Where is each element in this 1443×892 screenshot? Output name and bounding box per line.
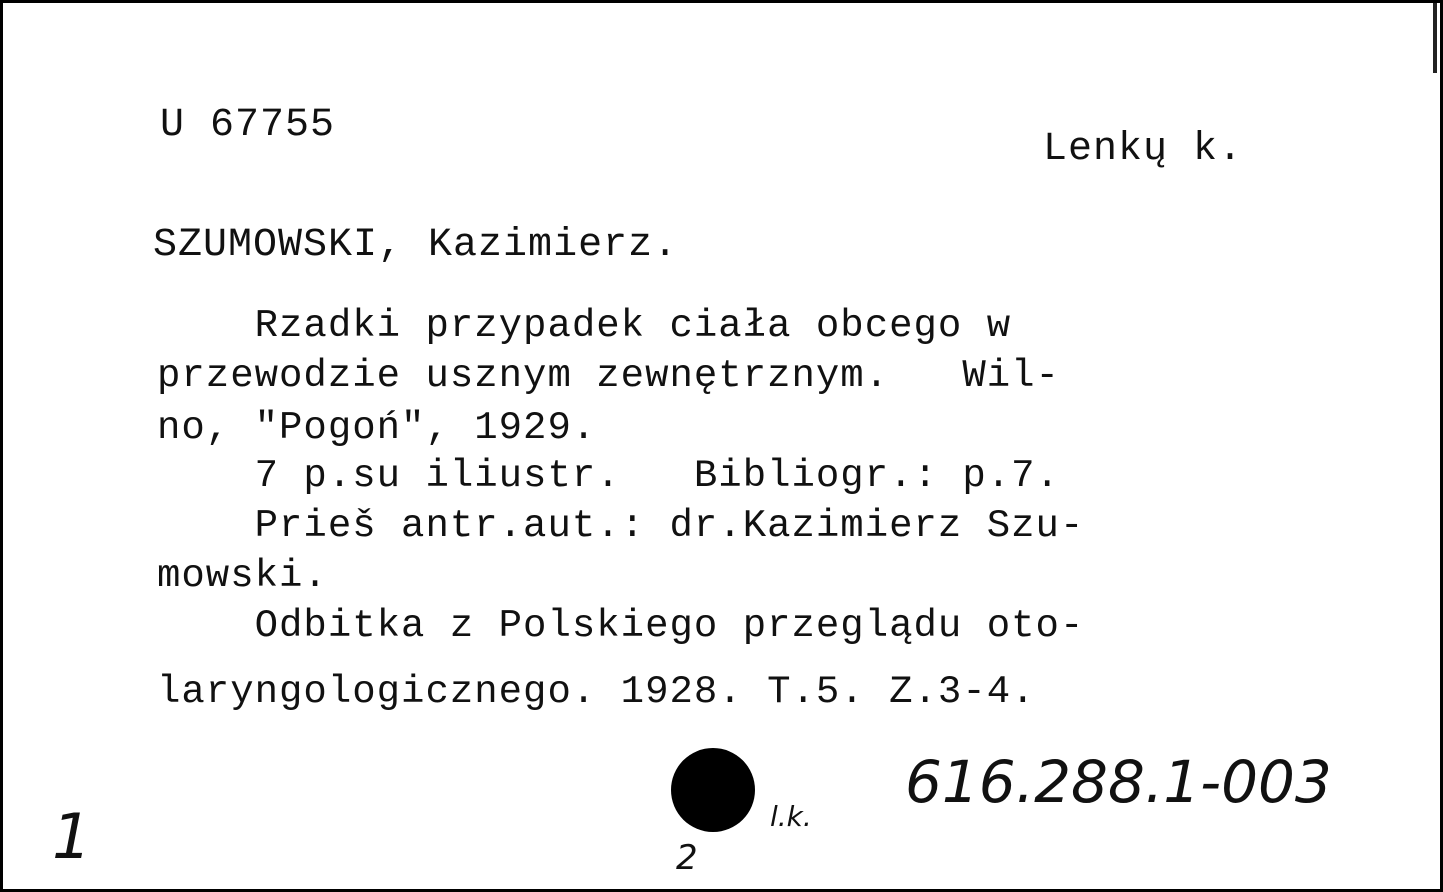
collection-note: Lenkų k. [1043, 127, 1244, 172]
handwritten-initials: l.k. [770, 800, 812, 833]
author-heading: SZUMOWSKI, Kazimierz. [153, 223, 679, 268]
scan-edge-mark [1433, 3, 1437, 73]
description-line: mowski. [157, 554, 328, 598]
card-number: 1 [52, 800, 92, 873]
description-line: laryngologicznego. 1928. T.5. Z.3-4. [157, 670, 1036, 714]
call-number: U 67755 [160, 103, 336, 148]
description-line: Odbitka z Polskiego przeglądu oto- [157, 604, 1085, 648]
classification-number: 616.288.1-003 [905, 748, 1332, 816]
punch-hole [671, 748, 755, 832]
description-line: 7 p.su iliustr. Bibliogr.: p.7. [157, 454, 1060, 498]
description-line: przewodzie usznym zewnętrznym. Wil- [157, 354, 1060, 398]
description-line: Prieš antr.aut.: dr.Kazimierz Szu- [157, 504, 1085, 548]
description-line: Rzadki przypadek ciała obcego w [157, 304, 1012, 348]
sequence-mark: 2 [676, 838, 698, 878]
description-line: no, "Pogoń", 1929. [157, 406, 597, 450]
